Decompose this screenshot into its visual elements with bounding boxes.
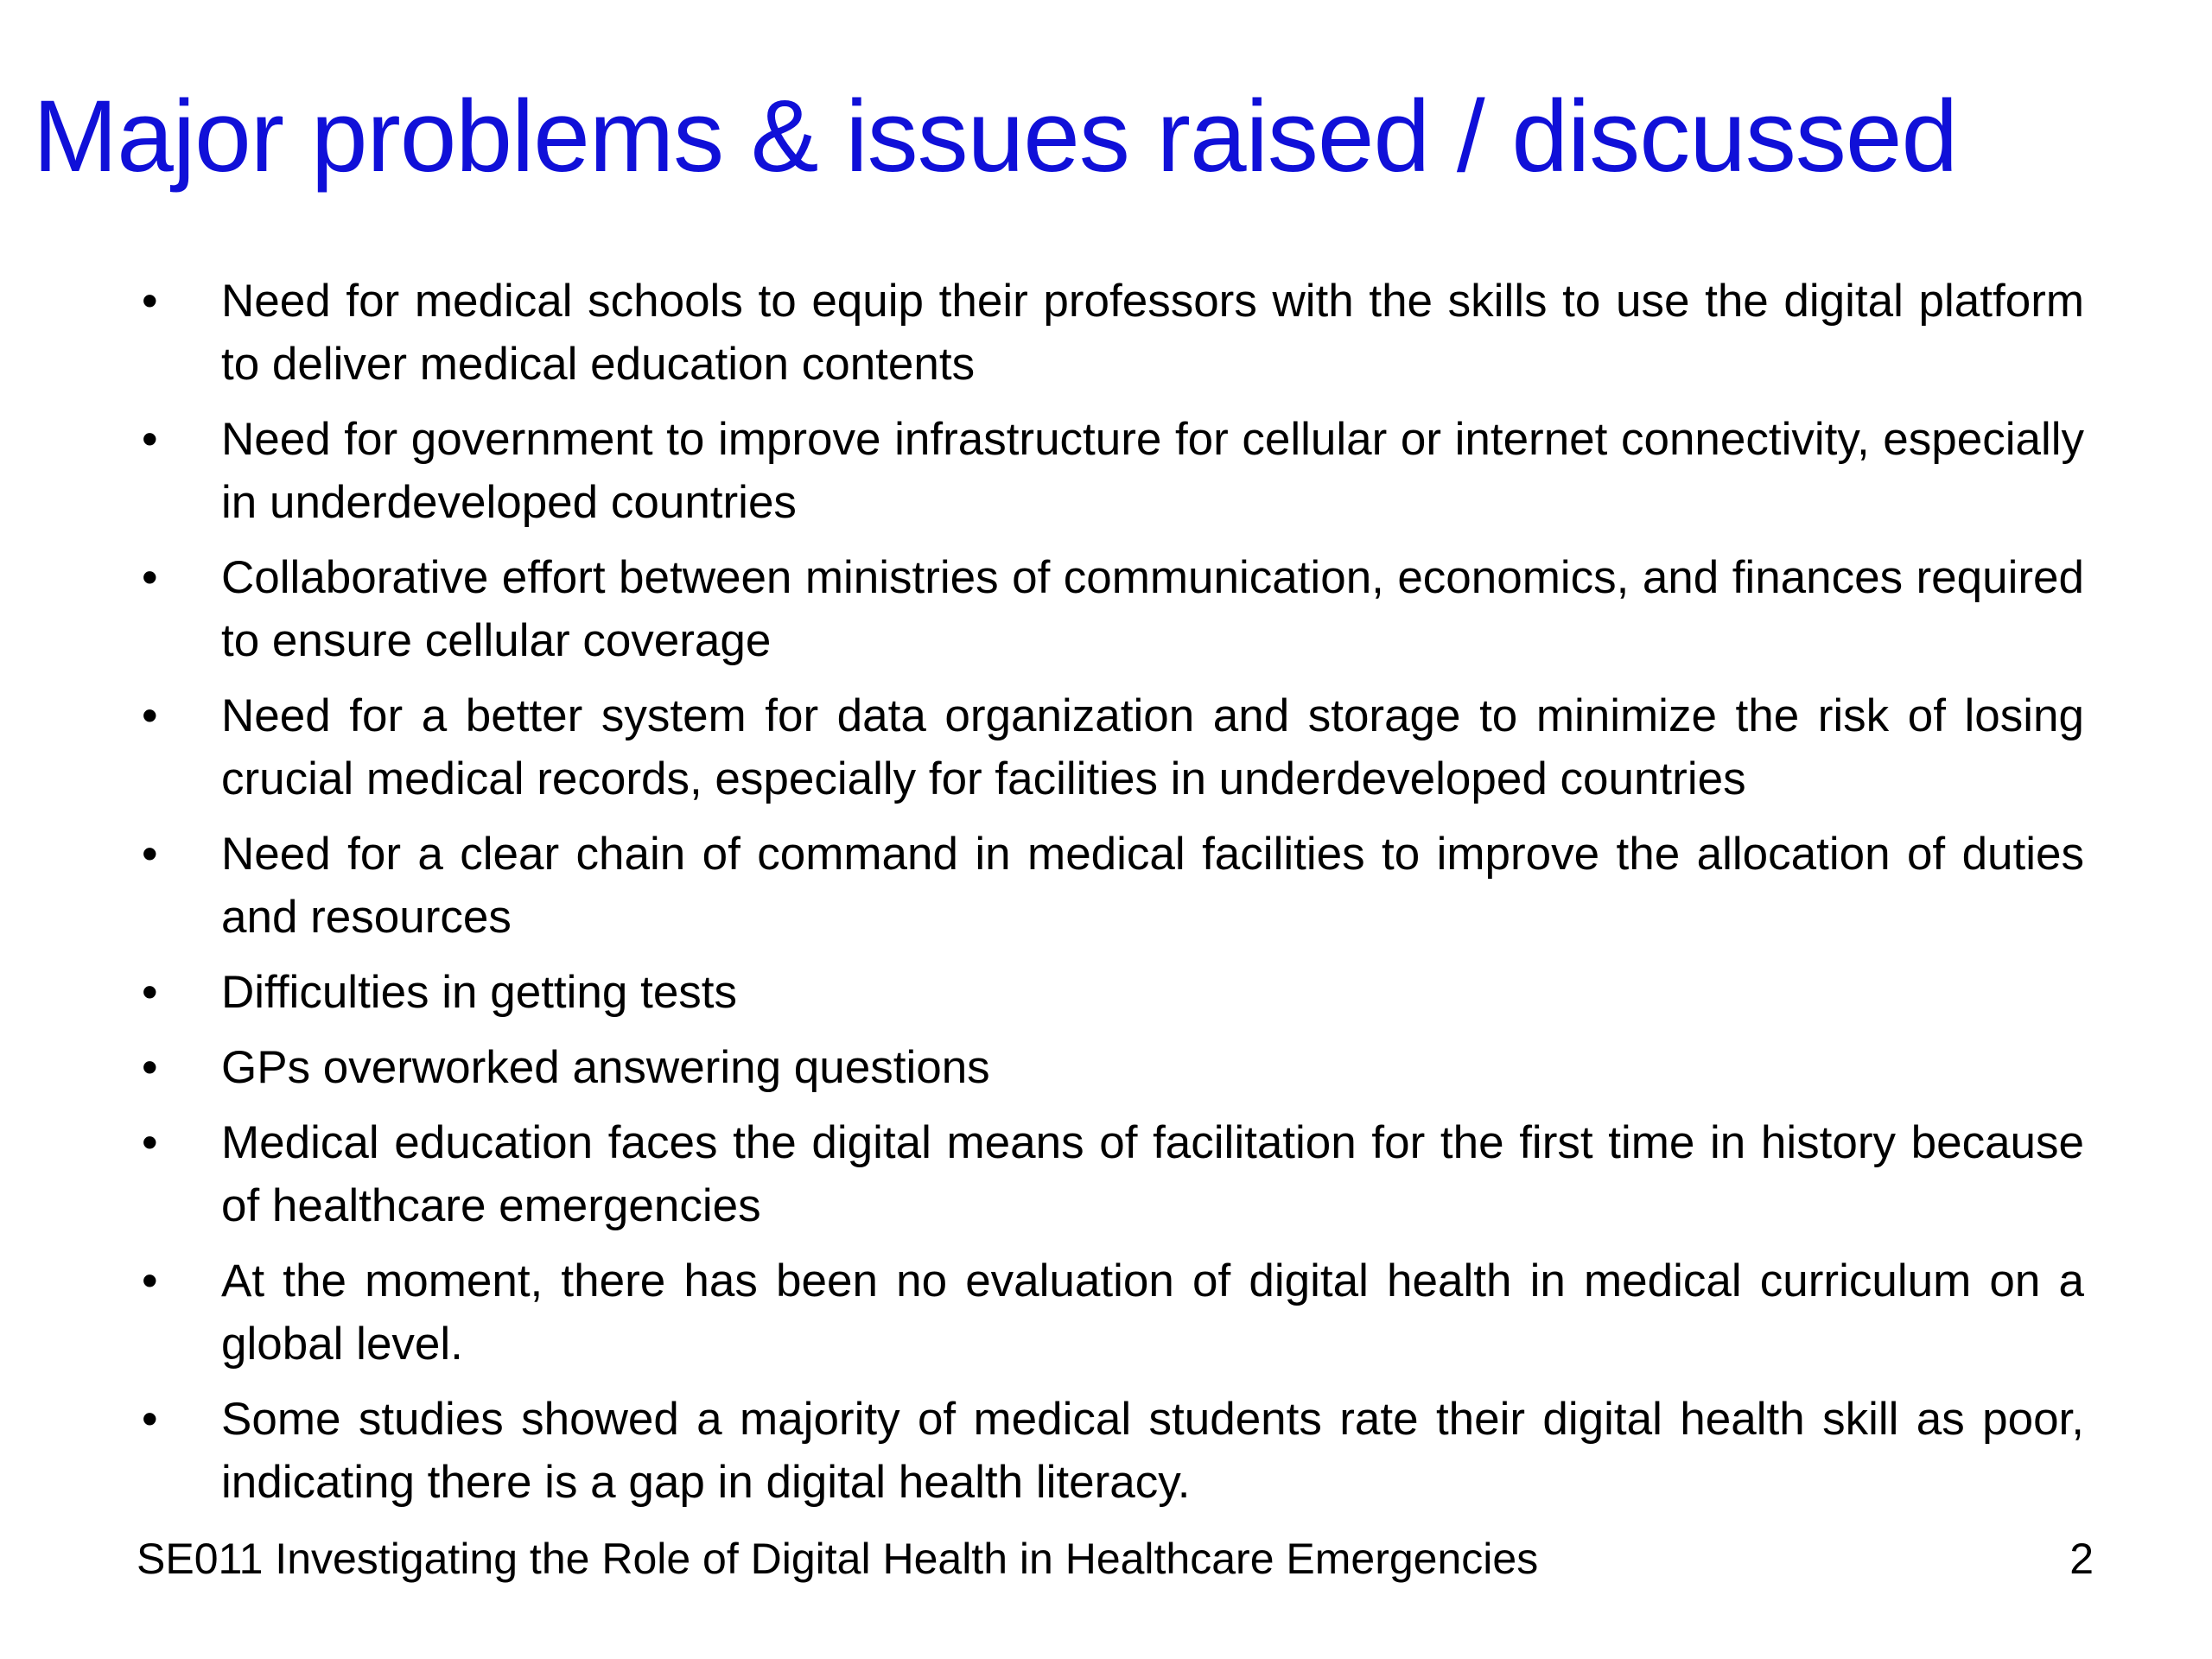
bullet-icon: • — [142, 1042, 158, 1093]
bullet-text: Need for a better system for data organization and storage to minimize the risk of losing crucial medical records, especially for facilities in underdeveloped countries — [221, 690, 2084, 804]
bullet-icon: • — [142, 967, 158, 1018]
bullet-text: GPs overworked answering questions — [221, 1042, 990, 1093]
bullet-item — [130, 270, 2084, 396]
bullet-item — [130, 823, 2084, 949]
bullet-text: Some studies showed a majority of medical students rate their digital health skill as poor, indicating there is a gap in digital health literacy. — [221, 1394, 2084, 1508]
bullet-item — [130, 1249, 2084, 1376]
bullet-icon: • — [142, 690, 158, 741]
bullet-text: Need for medical schools to equip their professors with the skills to use the digital platform to deliver medical education contents — [221, 276, 2084, 390]
bullet-icon: • — [142, 1255, 158, 1306]
bullet-item — [130, 1036, 2084, 1099]
bullet-icon: • — [142, 1394, 158, 1445]
slide-title: Major problems & issues raised / discussed — [33, 79, 1958, 194]
bullet-item — [130, 546, 2084, 672]
bullet-list — [130, 270, 2084, 1526]
bullet-item — [130, 684, 2084, 810]
bullet-icon: • — [142, 414, 158, 465]
bullet-icon: • — [142, 1117, 158, 1168]
bullet-icon: • — [142, 829, 158, 880]
bullet-text: Difficulties in getting tests — [221, 967, 738, 1018]
slide-footer: SE011 Investigating the Role of Digital Health in Healthcare Emergencies — [137, 1535, 1539, 1583]
bullet-icon: • — [142, 552, 158, 603]
bullet-text: At the moment, there has been no evaluation of digital health in medical curriculum on a global level. — [221, 1255, 2084, 1370]
bullet-icon: • — [142, 276, 158, 327]
page-number: 2 — [2069, 1535, 2094, 1583]
bullet-text: Medical education faces the digital means of facilitation for the first time in history because of healthcare emergencies — [221, 1117, 2084, 1231]
bullet-text: Need for government to improve infrastructure for cellular or internet connectivity, especially in underdeveloped countries — [221, 414, 2084, 528]
bullet-text: Collaborative effort between ministries of communication, economics, and finances required to ensure cellular coverage — [221, 552, 2084, 666]
bullet-text: Need for a clear chain of command in medical facilities to improve the allocation of duties and resources — [221, 829, 2084, 943]
bullet-item — [130, 1111, 2084, 1237]
bullet-item — [130, 961, 2084, 1024]
bullet-item — [130, 1388, 2084, 1514]
bullet-item — [130, 408, 2084, 534]
